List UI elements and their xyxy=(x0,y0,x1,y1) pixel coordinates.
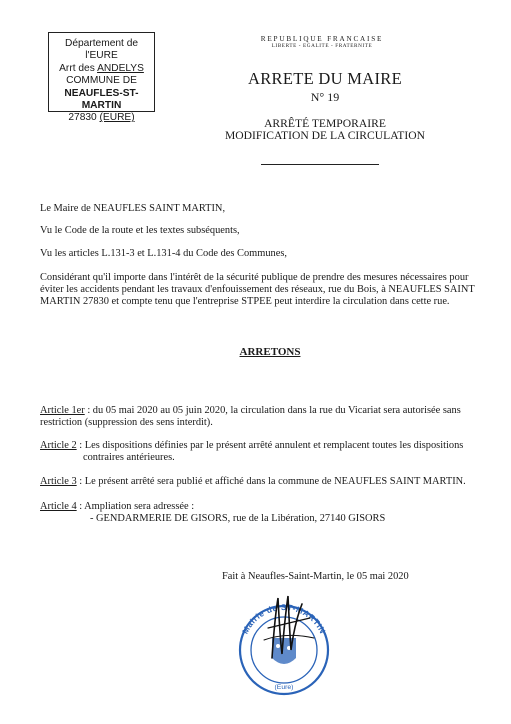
arrete-number: N° 19 xyxy=(310,90,340,104)
commune-label: COMMUNE DE xyxy=(66,75,137,87)
seal-text-bottom: (Eure) xyxy=(274,684,294,691)
devise: LIBERTE - EGALITE - FRATERNITE xyxy=(271,43,373,49)
maire-line: Le Maire de NEAUFLES SAINT MARTIN, xyxy=(40,203,226,214)
seal-text-top: Mairie de ST-MARTIN xyxy=(240,602,328,636)
article-4-label: Article 4 xyxy=(40,501,77,512)
department-line: Département de l'EURE xyxy=(64,38,139,62)
commune-stamp-box xyxy=(48,32,155,124)
vu-articles: Vu les articles L.131-3 et L.131-4 du Code des Communes, xyxy=(40,248,287,259)
article-3-label: Article 3 xyxy=(40,476,77,487)
document-title: ARRETE DU MAIRE xyxy=(248,69,402,88)
article-2-label: Article 2 xyxy=(40,440,77,451)
subtitle-traffic: MODIFICATION DE LA CIRCULATION xyxy=(225,129,425,142)
article-1-continuation: restriction (suppression des sens interdit). xyxy=(40,417,213,428)
fait-a-line: Fait à Neaufles-Saint-Martin, le 05 mai 2020 xyxy=(222,571,409,582)
title-divider xyxy=(261,164,379,165)
mairie-seal-stamp xyxy=(228,588,340,700)
postal-line: 27830 (EURE) xyxy=(68,112,135,124)
considerant-line-3: MARTIN 27830 et compte tenu que l'entreprise STPEE peut interdire la circulation dans cette rue. xyxy=(40,296,450,307)
article-4-recipient: - GENDARMERIE DE GISORS, rue de la Libération, 27140 GISORS xyxy=(90,513,386,524)
considerant-line-2: éviter les accidents pendant les travaux d'enfouissement des réseaux, rue du Bois, à NEAUFLES SAINT xyxy=(40,284,475,295)
considerant-line-1: Considérant qu'il importe dans l'intérêt de la sécurité publique de prendre des mesures nécessaires pour xyxy=(40,272,469,283)
article-3: Article 3 : Le présent arrêté sera publié et affiché dans la commune de NEAUFLES SAINT MARTIN. xyxy=(40,476,466,487)
arretons-heading: ARRETONS xyxy=(239,346,301,358)
republique-heading: REPUBLIQUE FRANCAISE xyxy=(260,35,384,43)
article-2: Article 2 : Les dispositions définies par le présent arrêté annulent et remplacent toutes les dispositions xyxy=(40,440,464,451)
arrondissement-line: Arrt des ANDELYS xyxy=(59,62,144,74)
article-1-label: Article 1er xyxy=(40,405,85,416)
subtitle-temporary: ARRÊTÉ TEMPORAIRE xyxy=(264,117,386,130)
article-1: Article 1er : du 05 mai 2020 au 05 juin 2020, la circulation dans la rue du Vicariat sera autorisée sans xyxy=(40,405,461,416)
commune-name: NEAUFLES-ST-MARTIN xyxy=(64,87,139,112)
article-2-continuation: contraires antérieures. xyxy=(83,452,175,463)
article-4: Article 4 : Ampliation sera adressée : xyxy=(40,501,195,512)
vu-code-route: Vu le Code de la route et les textes subséquents, xyxy=(40,225,240,236)
